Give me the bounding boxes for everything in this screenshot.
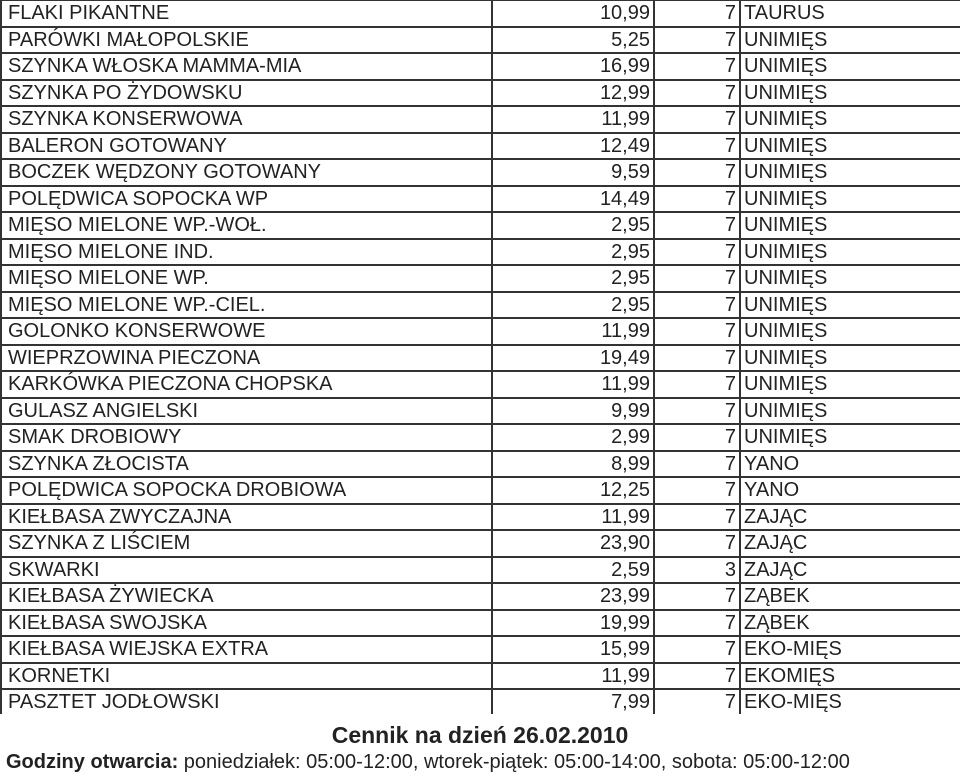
table-row (1, 292, 960, 319)
product-price: 12,49 (492, 133, 654, 160)
product-name: KORNETKI (1, 663, 492, 690)
product-price: 2,59 (492, 557, 654, 584)
product-vat: 7 (654, 451, 740, 478)
table-row (1, 318, 960, 345)
table-row (1, 557, 960, 584)
product-price: 12,25 (492, 477, 654, 504)
table-row (1, 583, 960, 610)
product-name: SZYNKA PO ŻYDOWSKU (1, 80, 492, 107)
product-name: SKWARKI (1, 557, 492, 584)
table-row (1, 371, 960, 398)
table-row (1, 159, 960, 186)
product-name: MIĘSO MIELONE WP.-CIEL. (1, 292, 492, 319)
product-producer: UNIMIĘS (740, 212, 960, 239)
product-price: 23,99 (492, 583, 654, 610)
product-vat: 7 (654, 186, 740, 213)
product-vat: 7 (654, 636, 740, 663)
table-row (1, 398, 960, 425)
product-price: 19,99 (492, 610, 654, 637)
product-producer: UNIMIĘS (740, 265, 960, 292)
product-producer: ZĄBEK (740, 610, 960, 637)
product-price: 12,99 (492, 80, 654, 107)
product-price: 15,99 (492, 636, 654, 663)
product-producer: UNIMIĘS (740, 292, 960, 319)
product-producer: ZĄBEK (740, 583, 960, 610)
product-price: 2,95 (492, 239, 654, 266)
product-name: WIEPRZOWINA PIECZONA (1, 345, 492, 372)
product-name: GULASZ ANGIELSKI (1, 398, 492, 425)
table-row (1, 239, 960, 266)
product-producer: EKOMIĘS (740, 663, 960, 690)
product-producer: UNIMIĘS (740, 239, 960, 266)
product-price: 23,90 (492, 530, 654, 557)
product-price: 8,99 (492, 451, 654, 478)
product-name: MIĘSO MIELONE WP.-WOŁ. (1, 212, 492, 239)
product-vat: 7 (654, 398, 740, 425)
product-name: SMAK DROBIOWY (1, 424, 492, 451)
product-vat: 7 (654, 80, 740, 107)
product-name: GOLONKO KONSERWOWE (1, 318, 492, 345)
product-producer: ZAJĄC (740, 530, 960, 557)
product-vat: 7 (654, 53, 740, 80)
product-vat: 7 (654, 371, 740, 398)
product-vat: 7 (654, 610, 740, 637)
product-name: BALERON GOTOWANY (1, 133, 492, 160)
product-name: MIĘSO MIELONE IND. (1, 239, 492, 266)
table-row (1, 689, 960, 714)
product-price: 14,49 (492, 186, 654, 213)
product-name: SZYNKA KONSERWOWA (1, 106, 492, 133)
product-name: KIEŁBASA ŻYWIECKA (1, 583, 492, 610)
opening-hours-text: poniedziałek: 05:00-12:00, wtorek-piątek: 05:00-14:00, sobota: 05:00-12:00 (178, 751, 850, 773)
table-row (1, 504, 960, 531)
product-price: 11,99 (492, 318, 654, 345)
product-vat: 7 (654, 663, 740, 690)
product-name: KIEŁBASA SWOJSKA (1, 610, 492, 637)
product-name: POLĘDWICA SOPOCKA DROBIOWA (1, 477, 492, 504)
product-producer: UNIMIĘS (740, 159, 960, 186)
table-row (1, 477, 960, 504)
table-row (1, 610, 960, 637)
product-price: 11,99 (492, 504, 654, 531)
product-vat: 7 (654, 504, 740, 531)
table-row (1, 530, 960, 557)
product-producer: UNIMIĘS (740, 80, 960, 107)
product-vat: 7 (654, 318, 740, 345)
table-row (1, 53, 960, 80)
product-producer: UNIMIĘS (740, 186, 960, 213)
table-row (1, 80, 960, 107)
product-producer: UNIMIĘS (740, 318, 960, 345)
product-producer: UNIMIĘS (740, 27, 960, 54)
product-producer: UNIMIĘS (740, 53, 960, 80)
table-row (1, 1, 960, 27)
product-price: 2,95 (492, 292, 654, 319)
price-list-body (1, 1, 960, 715)
product-name: KARKÓWKA PIECZONA CHOPSKA (1, 371, 492, 398)
product-vat: 7 (654, 159, 740, 186)
product-price: 2,95 (492, 212, 654, 239)
table-row (1, 345, 960, 372)
product-name: SZYNKA Z LIŚCIEM (1, 530, 492, 557)
product-name: FLAKI PIKANTNE (1, 1, 492, 27)
product-name: KIEŁBASA ZWYCZAJNA (1, 504, 492, 531)
table-row (1, 451, 960, 478)
product-vat: 3 (654, 557, 740, 584)
product-producer: UNIMIĘS (740, 398, 960, 425)
product-vat: 7 (654, 265, 740, 292)
product-producer: UNIMIĘS (740, 424, 960, 451)
product-producer: YANO (740, 451, 960, 478)
product-name: PARÓWKI MAŁOPOLSKIE (1, 27, 492, 54)
product-price: 11,99 (492, 371, 654, 398)
product-vat: 7 (654, 239, 740, 266)
product-vat: 7 (654, 530, 740, 557)
product-name: KIEŁBASA WIEJSKA EXTRA (1, 636, 492, 663)
product-price: 16,99 (492, 53, 654, 80)
product-price: 9,99 (492, 398, 654, 425)
product-name: SZYNKA WŁOSKA MAMMA-MIA (1, 53, 492, 80)
table-row (1, 424, 960, 451)
product-producer: EKO-MIĘS (740, 689, 960, 714)
opening-hours-label: Godziny otwarcia: (6, 751, 179, 773)
table-row (1, 186, 960, 213)
product-vat: 7 (654, 424, 740, 451)
product-price: 7,99 (492, 689, 654, 714)
product-producer: UNIMIĘS (740, 106, 960, 133)
product-producer: EKO-MIĘS (740, 636, 960, 663)
table-row (1, 663, 960, 690)
product-producer: YANO (740, 477, 960, 504)
product-vat: 7 (654, 1, 740, 27)
table-row (1, 212, 960, 239)
product-price: 11,99 (492, 663, 654, 690)
product-vat: 7 (654, 477, 740, 504)
product-vat: 7 (654, 212, 740, 239)
product-name: POLĘDWICA SOPOCKA WP (1, 186, 492, 213)
product-vat: 7 (654, 689, 740, 714)
product-name: BOCZEK WĘDZONY GOTOWANY (1, 159, 492, 186)
opening-hours (6, 751, 850, 774)
product-vat: 7 (654, 27, 740, 54)
product-price: 11,99 (492, 106, 654, 133)
product-vat: 7 (654, 106, 740, 133)
product-vat: 7 (654, 133, 740, 160)
product-producer: UNIMIĘS (740, 371, 960, 398)
product-producer: UNIMIĘS (740, 345, 960, 372)
table-row (1, 636, 960, 663)
product-vat: 7 (654, 292, 740, 319)
table-row (1, 27, 960, 54)
product-price: 2,99 (492, 424, 654, 451)
product-vat: 7 (654, 345, 740, 372)
product-price: 9,59 (492, 159, 654, 186)
product-price: 10,99 (492, 1, 654, 27)
product-name: MIĘSO MIELONE WP. (1, 265, 492, 292)
table-row (1, 133, 960, 160)
price-list-title: Cennik na dzień 26.02.2010 (331, 722, 629, 748)
product-producer: ZAJĄC (740, 557, 960, 584)
table-row (1, 265, 960, 292)
product-name: SZYNKA ZŁOCISTA (1, 451, 492, 478)
product-price: 5,25 (492, 27, 654, 54)
table-row (1, 106, 960, 133)
product-price: 2,95 (492, 265, 654, 292)
product-price: 19,49 (492, 345, 654, 372)
product-vat: 7 (654, 583, 740, 610)
product-name: PASZTET JODŁOWSKI (1, 689, 492, 714)
product-producer: ZAJĄC (740, 504, 960, 531)
product-producer: TAURUS (740, 1, 960, 27)
product-producer: UNIMIĘS (740, 133, 960, 160)
